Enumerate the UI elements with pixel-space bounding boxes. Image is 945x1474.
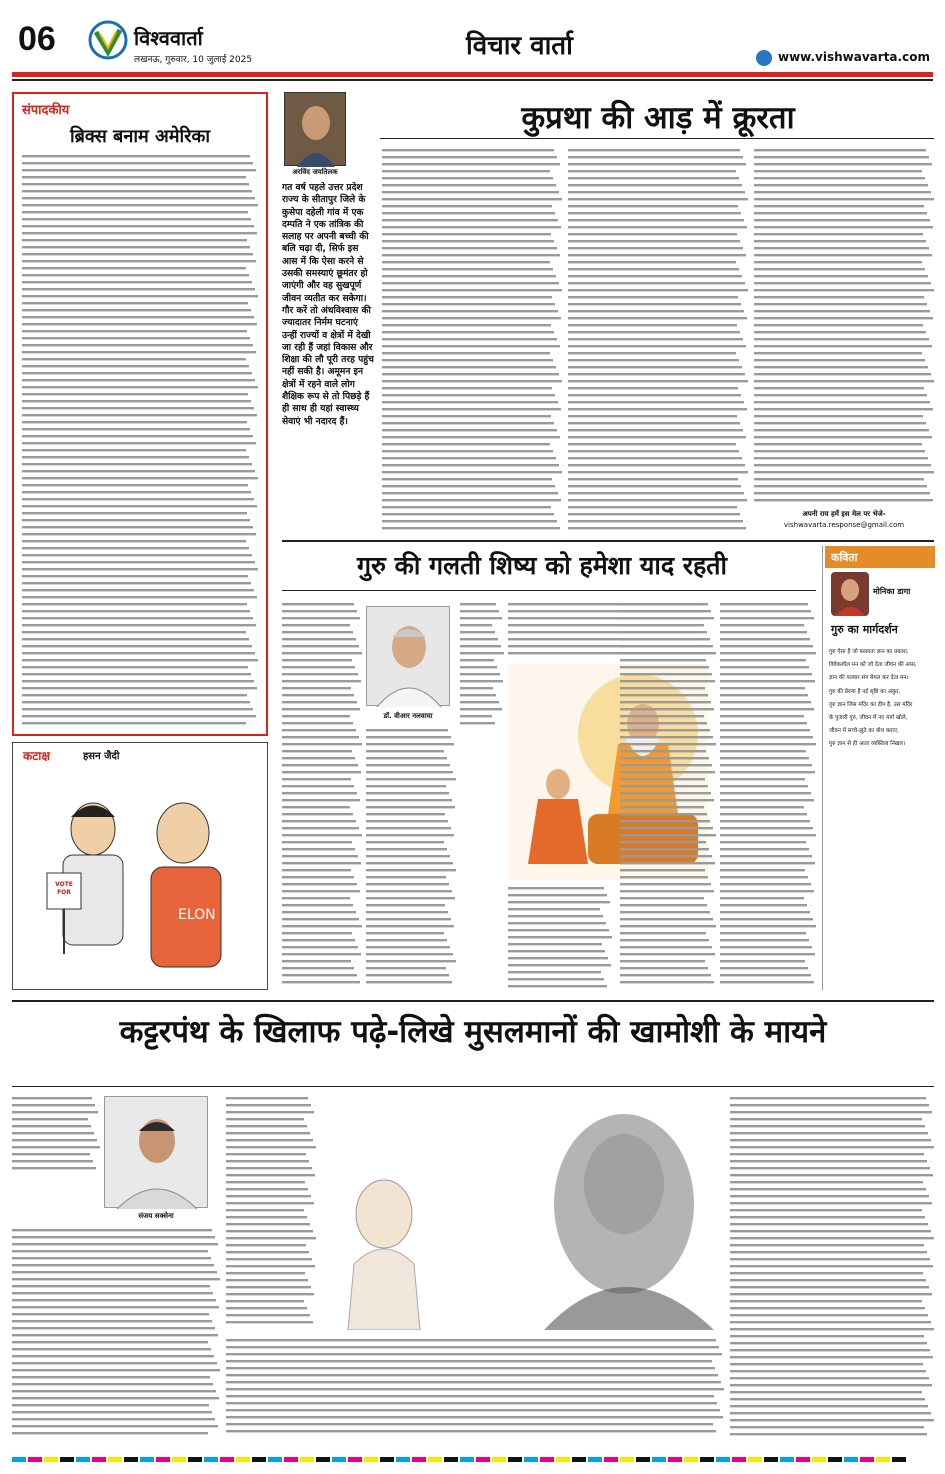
article3-headline-rule (12, 1086, 934, 1087)
article2-body-col1 (282, 600, 362, 988)
kataksh-box (12, 742, 268, 990)
article1-body-col2 (568, 146, 748, 532)
poem-line: ज्ञान की पतवार संग बेमल कर देता मन। (829, 675, 909, 682)
article3-body-col1b (12, 1226, 220, 1436)
editorial-body (22, 152, 258, 730)
article3-body-col4 (730, 1094, 934, 1436)
article3-author-photo (104, 1096, 208, 1208)
article1-body-col3 (754, 146, 934, 504)
logo-text: विश्ववार्ता (134, 26, 203, 50)
article2-body-col5 (620, 600, 716, 988)
editorial-headline: ब्रिक्स बनाम अमेरिका (69, 126, 211, 147)
article3-body-col2 (226, 1094, 316, 1330)
poem-line: जीवन में सच्चे-झूठे का बोध कराए, (829, 728, 899, 735)
vote-sign-text: VOTE FOR (55, 881, 73, 896)
svg-text:ELON: ELON (178, 907, 216, 923)
article1-feedback-email[interactable]: vishwavarta.response@gmail.com (783, 521, 905, 529)
editorial-label: संपादकीय (22, 103, 70, 118)
poet-photo (831, 572, 869, 616)
poem-title: गुरु का मार्गदर्शन (831, 623, 898, 636)
website-link[interactable]: www.vishwavarta.com (778, 50, 930, 64)
article1-headline: कुप्रथा की आड़ में क्रूरता (521, 100, 795, 136)
article3-author: संजय सक्सेना (138, 1212, 174, 1220)
article1-author-photo (284, 92, 346, 166)
kataksh-label: कटाक्ष (23, 749, 50, 763)
article1-pullquote: गत वर्ष पहले उत्तर प्रदेश राज्य के सीतापुर जिले के कुसेपा दहेली गांव में एक दम्पति ने एक तांत्रिक की सलाह पर अपनी बच्ची की बलि चढ़ा दी, सिर्फ इस आस में कि ऐसा करने से उसकी समस्याएं छूमंतर हो जाएंगी और वह सुखपूर्ण जीवन व्यतीत कर सकेगा। गौर करें तो अंधविश्वास की ज्यादातर निर्मम घटनाएं उन्हीं राज्यों व क्षेत्रों में देखी जा रही हैं जहां विकास और शिक्षा की लौ पूरी तरह पहुंच नहीं सकी है। अमूमन इन क्षेत्रों में रहने वाले लोग शैक्षिक रूप से तो पिछड़े हैं ही साथ ही यहां स्वास्थ्य सेवाएं भी नदारद हैं। (282, 183, 374, 427)
masthead-rule (12, 72, 933, 77)
article2-body-col4b (508, 884, 612, 988)
poet-name: मोनिका डागा (873, 587, 911, 596)
poem-line: गुरु ज्ञान से ही आता व्यक्तित्व निखार। (829, 741, 906, 748)
article3-illustration (324, 1094, 724, 1330)
article2-headline-rule (282, 590, 816, 591)
section-divider-1 (282, 540, 934, 542)
article2-author-photo (366, 606, 450, 706)
logo-icon (88, 20, 128, 60)
poem-line: विवेकशील मन को जो देता जीवन की आस, (829, 662, 917, 669)
article2-headline: गुरु की गलती शिष्य को हमेशा याद रहती (356, 551, 728, 580)
print-color-bar (12, 1450, 934, 1462)
cartoon-illustration (33, 769, 253, 983)
article1-feedback-line: अपनी राय हमें इस मेल पर भेजे- (802, 510, 886, 518)
poem-label: कविता (831, 551, 858, 564)
dateline: लखनऊ, गुरुवार, 10 जुलाई 2025 (134, 55, 253, 65)
masthead (0, 0, 945, 82)
section-divider-2 (12, 1000, 934, 1002)
article2-body-col2 (366, 726, 456, 988)
poem-line: गुरु ज्ञान जिस मंदिर का दीप है, उस मंदिर (829, 701, 913, 708)
article3-body-col3 (226, 1336, 724, 1436)
kataksh-author: हसन जैदी (83, 751, 120, 762)
masthead-rule-thin (12, 79, 933, 81)
article2-author: डॉ. वीआर नलवाया (383, 712, 433, 720)
poem-line: के पुजारी गुरु, जीवन में नए मार्ग खोले, (829, 715, 908, 722)
article2-body-col3 (460, 600, 504, 730)
poem-lines (829, 646, 933, 982)
article1-body-col1 (382, 146, 562, 532)
article2-body-col6 (720, 600, 816, 988)
article1-headline-rule (380, 138, 934, 139)
poem-line: गुरु की प्रेरणा है नई सृष्टि का अंकुर, (829, 688, 901, 695)
section-title: विचार वार्ता (466, 31, 573, 61)
page-number: 06 (18, 20, 56, 58)
article1-author: अरविंद जयतिलक (292, 168, 338, 176)
poem-line: गुरु ऐसा है जो बरसाता ज्ञान का प्रकाश, (829, 649, 909, 655)
globe-icon (756, 50, 772, 66)
article3-body-col1 (12, 1094, 100, 1174)
article3-headline: कट्टरपंथ के खिलाफ पढ़े-लिखे मुसलमानों की खामोशी के मायने (119, 1014, 827, 1050)
editorial-box (12, 92, 268, 736)
poem-box (822, 546, 934, 990)
